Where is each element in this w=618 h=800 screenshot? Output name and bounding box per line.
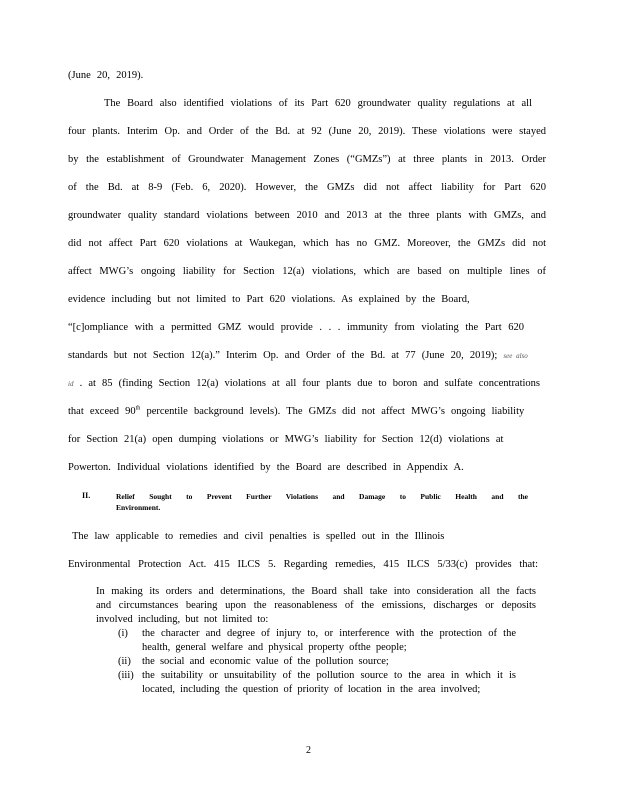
- text-line: evidence including but not limited to Part 620 violations. As explained by the Board,: [68, 294, 470, 305]
- text-line: id . at 85 (finding Section 12(a) violations at all four plants due to boron and sulfate concentrations: [68, 378, 541, 389]
- text-line: standards but not Section 12(a).” Interim Op. and Order of the Bd. at 77 (June 20, 2019); see also: [68, 350, 528, 361]
- text-line: Environmental Protection Act. 415 ILCS 5. Regarding remedies, 415 ILCS 5/33(c) provides that:: [68, 559, 538, 570]
- page-number: 2: [306, 745, 311, 756]
- text-line: (June 20, 2019).: [68, 70, 144, 81]
- text-line: that exceed 90th percentile background levels). The GMZs did not affect MWG’s ongoing liability: [68, 405, 525, 417]
- list-item-line: the social and economic value of the pollution source;: [142, 656, 389, 667]
- text-line: groundwater quality standard violations between 2010 and 2013 at the three plants with GMZs, and: [68, 210, 546, 221]
- id-cite: id: [68, 380, 74, 388]
- list-number: (ii): [118, 656, 131, 667]
- section-heading: Relief Sought to Prevent Further Violations and Damage to Public Health and the Environment.: [116, 492, 528, 512]
- paragraph-first-line: The Board also identified violations of its Part 620 groundwater quality regulations at all: [104, 98, 532, 109]
- section-number: II.: [82, 491, 91, 500]
- text-line: four plants. Interim Op. and Order of the Bd. at 92 (June 20, 2019). These violations were stayed: [68, 126, 546, 137]
- see-also-signal: see also: [503, 352, 528, 360]
- list-item-line: the character and degree of injury to, or interference with the protection of the: [142, 628, 516, 639]
- list-item-line: located, including the question of priority of location in the area involved;: [142, 684, 481, 695]
- text-line: for Section 21(a) open dumping violations or MWG’s liability for Section 12(d) violations at: [68, 434, 504, 445]
- text-line: Powerton. Individual violations identified by the Board are described in Appendix A.: [68, 462, 464, 473]
- list-number: (i): [118, 628, 128, 639]
- text-line: “[c]ompliance with a permitted GMZ would provide . . . immunity from violating the Part 620: [68, 322, 524, 333]
- text-line: by the establishment of Groundwater Management Zones (“GMZs”) at three plants in 2013. Order: [68, 154, 546, 165]
- superscript: th: [135, 405, 141, 412]
- text-line: of the Bd. at 8-9 (Feb. 6, 2020). However, the GMZs did not affect liability for Part 620: [68, 182, 546, 193]
- quote-line: and circumstances bearing upon the reasonableness of the emissions, discharges or deposits: [96, 600, 536, 611]
- quote-line: In making its orders and determinations, the Board shall take into consideration all the facts: [96, 586, 536, 597]
- list-number: (iii): [118, 670, 134, 681]
- list-item-line: the suitability or unsuitability of the pollution source to the area in which it is: [142, 670, 516, 681]
- list-item-line: health, general welfare and physical property ofthe people;: [142, 642, 407, 653]
- text-line: The law applicable to remedies and civil penalties is spelled out in the Illinois: [72, 531, 445, 542]
- text-line: affect MWG’s ongoing liability for Section 12(a) violations, which are based on multiple lines of: [68, 266, 546, 277]
- text-line: did not affect Part 620 violations at Waukegan, which has no GMZ. Moreover, the GMZs did not: [68, 238, 546, 249]
- quote-line: involved including, but not limited to:: [96, 614, 269, 625]
